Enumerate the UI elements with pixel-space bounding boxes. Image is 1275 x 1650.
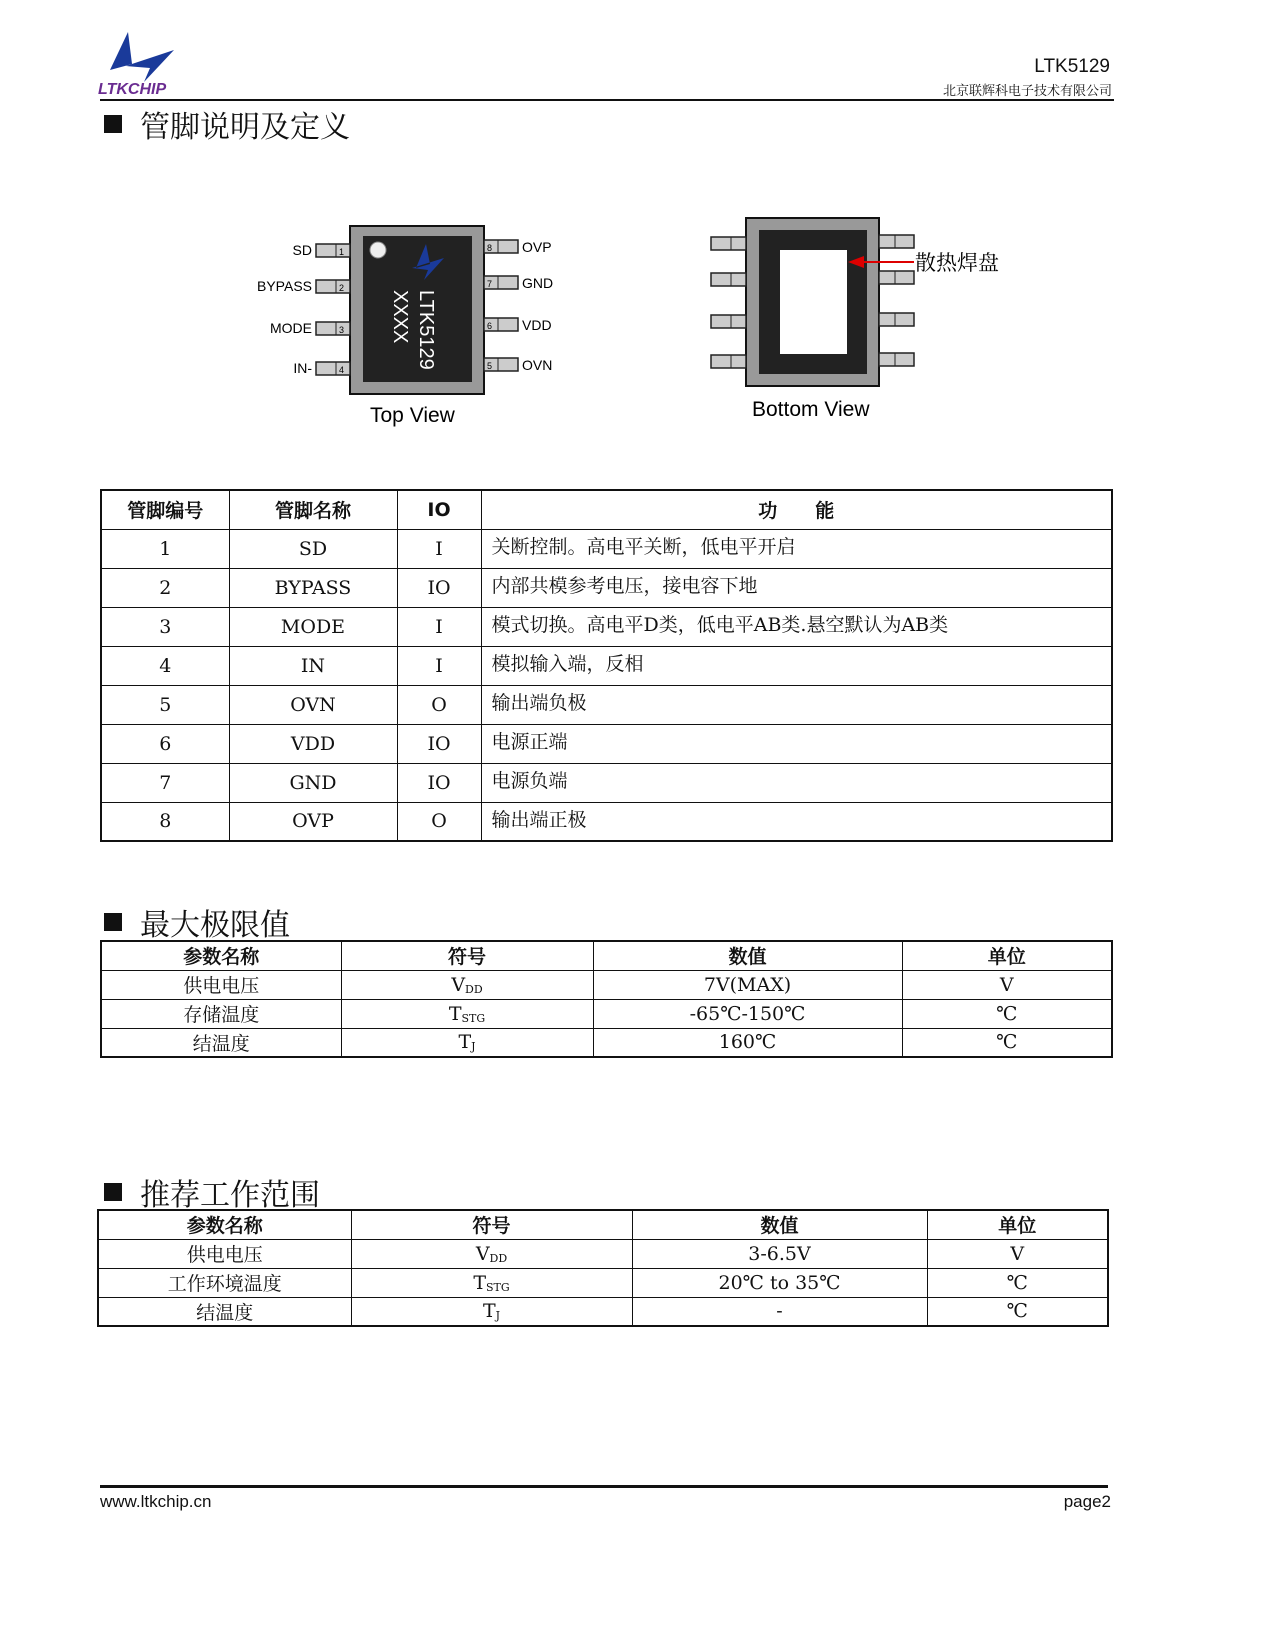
pin-function: 关断控制。高电平关断，低电平开启 [481, 529, 1112, 568]
pin-number: 1 [101, 529, 229, 568]
param-symbol: $T_{STG}$ [351, 1268, 632, 1297]
svg-text:8: 8 [487, 243, 493, 253]
bottom-pin-left [711, 355, 746, 368]
param-name: 供电电压 [98, 1239, 351, 1268]
max-ratings-table [100, 940, 1113, 1058]
bottom-pin-right [879, 271, 914, 284]
pin-number: 2 [101, 568, 229, 607]
pin-name: IN [229, 646, 397, 685]
pin-io: IO [397, 763, 481, 802]
pin-name: SD [229, 529, 397, 568]
pin-number: 7 [101, 763, 229, 802]
param-value: 20℃ to 35℃ [632, 1268, 927, 1297]
pin-table [100, 489, 1113, 842]
param-unit: V [927, 1239, 1108, 1268]
company-name: 北京联辉科电子技术有限公司 [942, 84, 1112, 99]
column-header: IO [397, 490, 481, 529]
svg-text:6: 6 [487, 321, 493, 331]
param-symbol: $V_{DD}$ [351, 1239, 632, 1268]
section-title-pins: 管脚说明及定义 [104, 102, 350, 146]
pin-number: 8 [101, 802, 229, 841]
header-rule [100, 99, 1114, 101]
column-header: 单位 [927, 1210, 1108, 1239]
pin-8 [484, 239, 552, 255]
param-unit: ℃ [902, 1028, 1112, 1057]
param-name: 结温度 [98, 1297, 351, 1326]
pin-io: O [397, 802, 481, 841]
pin-number: 3 [101, 607, 229, 646]
pin-function: 输出端正极 [481, 802, 1112, 841]
param-unit: ℃ [927, 1297, 1108, 1326]
section-title-max-ratings: 最大极限值 [104, 900, 290, 944]
pin-function: 内部共模参考电压，接电容下地 [481, 568, 1112, 607]
column-header: 符号 [351, 1210, 632, 1239]
svg-text:BYPASS: BYPASS [257, 278, 312, 294]
svg-text:GND: GND [522, 275, 554, 291]
column-header: 单位 [902, 941, 1112, 970]
pin-2 [257, 278, 350, 294]
pin-io: I [397, 646, 481, 685]
section-title-operating: 推荐工作范围 [104, 1170, 320, 1214]
param-value: 160℃ [593, 1028, 902, 1057]
column-header: 参数名称 [101, 941, 341, 970]
pin-io: IO [397, 724, 481, 763]
table-row [98, 1268, 1108, 1297]
page-number: page2 [1063, 1492, 1111, 1511]
param-value: 3-6.5V [632, 1239, 927, 1268]
pin-name: GND [229, 763, 397, 802]
svg-text:1: 1 [339, 247, 345, 257]
bottom-pin-right [879, 313, 914, 326]
param-value: 7V(MAX) [593, 970, 902, 999]
pin-5 [484, 357, 552, 373]
operating-range-table [97, 1209, 1109, 1327]
table-row [101, 1028, 1112, 1057]
bottom-pin-left [711, 315, 746, 328]
pin-name: BYPASS [229, 568, 397, 607]
param-symbol: $T_J$ [351, 1297, 632, 1326]
param-name: 工作环境温度 [98, 1268, 351, 1297]
svg-text:4: 4 [339, 365, 345, 375]
pin-4 [293, 360, 350, 376]
thermal-pad-label: 散热焊盘 [915, 251, 999, 275]
svg-text:5: 5 [487, 361, 493, 371]
pin-io: O [397, 685, 481, 724]
param-value: - [632, 1297, 927, 1326]
pin-name: VDD [229, 724, 397, 763]
pin-3 [270, 320, 350, 336]
bottom-pin-right [879, 235, 914, 248]
pin-function: 电源正端 [481, 724, 1112, 763]
table-row [98, 1239, 1108, 1268]
column-header: 管脚名称 [229, 490, 397, 529]
pin-number: 5 [101, 685, 229, 724]
pin-name: OVP [229, 802, 397, 841]
table-row [98, 1297, 1108, 1326]
table-row [101, 568, 1112, 607]
table-row [101, 970, 1112, 999]
param-unit: V [902, 970, 1112, 999]
table-row [101, 529, 1112, 568]
param-symbol: $T_{STG}$ [341, 999, 593, 1028]
pin-6 [484, 317, 552, 333]
column-header: 功 能 [481, 490, 1112, 529]
bottom-pin-right [879, 353, 914, 366]
pin-io: I [397, 607, 481, 646]
pin-io: I [397, 529, 481, 568]
bottom-pin-left [711, 237, 746, 250]
pin-io: IO [397, 568, 481, 607]
table-row [101, 607, 1112, 646]
column-header: 符号 [341, 941, 593, 970]
param-name: 供电电压 [101, 970, 341, 999]
svg-text:OVP: OVP [522, 239, 552, 255]
param-unit: ℃ [902, 999, 1112, 1028]
param-symbol: $V_{DD}$ [341, 970, 593, 999]
column-header: 数值 [593, 941, 902, 970]
pin-function: 模拟输入端，反相 [481, 646, 1112, 685]
svg-text:2: 2 [339, 283, 345, 293]
bottom-pin-left [711, 273, 746, 286]
pin-function: 电源负端 [481, 763, 1112, 802]
param-value: -65℃-150℃ [593, 999, 902, 1028]
table-row [101, 999, 1112, 1028]
footer-url[interactable]: www.ltkchip.cn [100, 1492, 212, 1511]
table-row [101, 685, 1112, 724]
svg-text:LTKCHIP: LTKCHIP [98, 81, 167, 98]
param-unit: ℃ [927, 1268, 1108, 1297]
pin-1 [293, 242, 350, 258]
svg-text:LTK5129: LTK5129 [415, 290, 437, 370]
top-view-chip [257, 226, 553, 394]
pin-number: 6 [101, 724, 229, 763]
pin-number: 4 [101, 646, 229, 685]
svg-text:7: 7 [487, 279, 493, 289]
param-symbol: $T_J$ [341, 1028, 593, 1057]
bottom-view-chip [711, 218, 999, 386]
column-header: 参数名称 [98, 1210, 351, 1239]
column-header: 管脚编号 [101, 490, 229, 529]
svg-text:OVN: OVN [522, 357, 553, 373]
bottom-view-caption: Bottom View [752, 398, 870, 421]
column-header: 数值 [632, 1210, 927, 1239]
pin-7 [484, 275, 553, 291]
param-name: 结温度 [101, 1028, 341, 1057]
svg-text:MODE: MODE [270, 320, 312, 336]
table-row [101, 724, 1112, 763]
svg-text:VDD: VDD [522, 317, 552, 333]
top-view-caption: Top View [370, 404, 455, 427]
svg-text:SD: SD [292, 242, 312, 258]
pin-function: 模式切换。高电平D类，低电平AB类.悬空默认为AB类 [481, 607, 1112, 646]
product-name: LTK5129 [1034, 56, 1110, 77]
ltkchip-logo [98, 30, 190, 98]
svg-text:IN-: IN- [293, 360, 312, 376]
pin-name: OVN [229, 685, 397, 724]
table-row [101, 646, 1112, 685]
svg-text:XXXX: XXXX [389, 290, 411, 344]
pin-name: MODE [229, 607, 397, 646]
param-name: 存储温度 [101, 999, 341, 1028]
table-row [101, 763, 1112, 802]
table-row [101, 802, 1112, 841]
footer-rule [100, 1485, 1108, 1488]
package-diagram [240, 210, 1040, 440]
svg-text:3: 3 [339, 325, 345, 335]
pin-function: 输出端负极 [481, 685, 1112, 724]
